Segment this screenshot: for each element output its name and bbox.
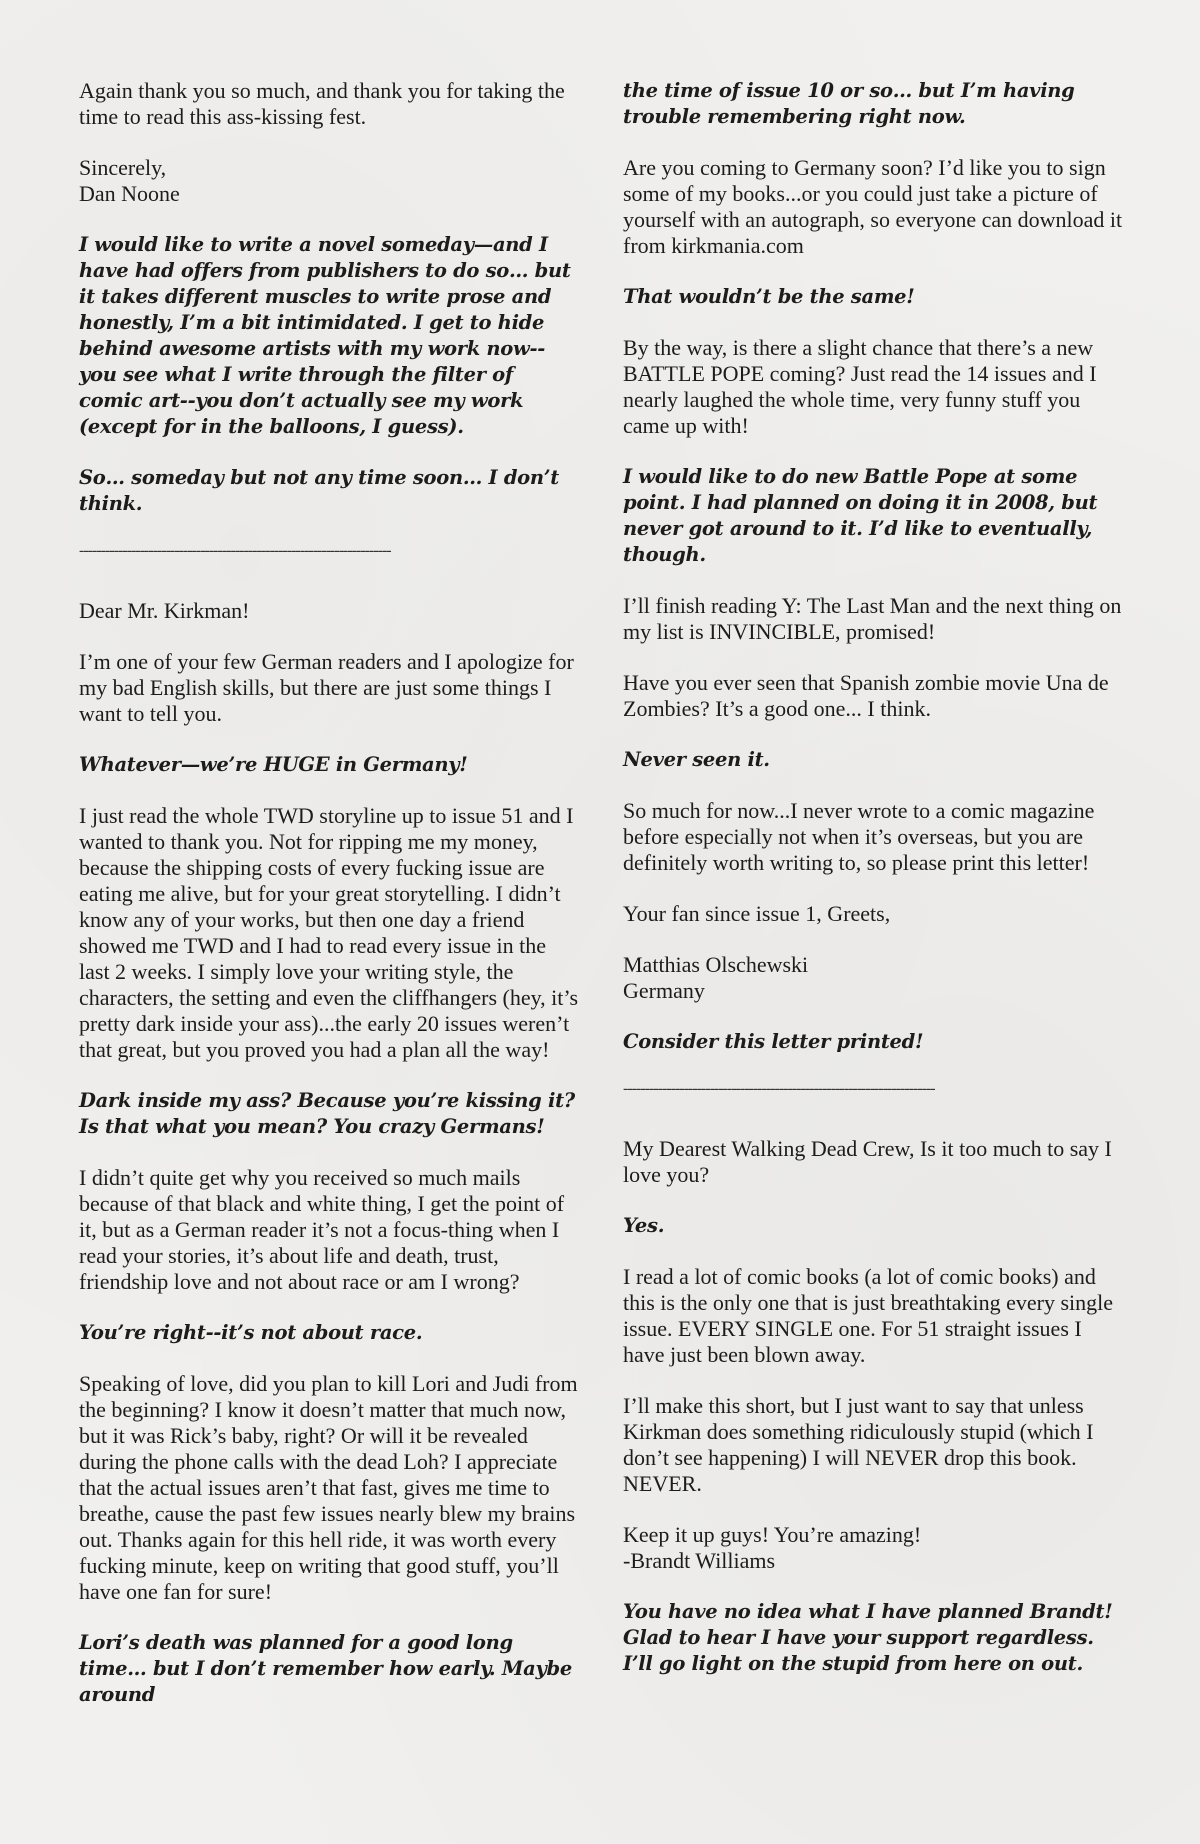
letter-salutation: Dear Mr. Kirkman!	[79, 598, 250, 623]
letter-divider: ------------------------------------------------------------------------	[623, 1080, 935, 1097]
letter-text: I’ll make this short, but I just want to say that unless Kirkman does something ridiculously stupid (which I don’t see happening) I will NEVER drop this book. NEVER.	[623, 1393, 1094, 1496]
letter-divider: ------------------------------------------------------------------------	[79, 542, 391, 559]
letter-text: I just read the whole TWD storyline up to issue 51 and I wanted to thank you. Not for ripping me my money, because the shipping costs of every fucking issue are eating me alive, but for your great storytelling. I didn’t know any of your works, but then one day a friend showed me TWD and I had to read every issue in the last 2 weeks. I simply love your writing style, the characters, the setting and even the cliffhangers (hey, it’s pretty dark inside your ass)...the early 20 issues weren’t that great, but you proved you had a plan all the way!	[79, 803, 579, 1062]
editor-reply: Yes.	[623, 1214, 665, 1237]
letter-text: Again thank you so much, and thank you for taking the time to read this ass-kissing fest.	[79, 78, 565, 129]
editor-reply: Lori’s death was planned for a good long time… but I don’t remember how early. Maybe around	[79, 1631, 572, 1706]
editor-reply: So… someday but not any time soon… I don’t think.	[79, 466, 559, 515]
letter-text: I read a lot of comic books (a lot of comic books) and this is the only one that is just breathtaking every single issue. EVERY SINGLE one. For 51 straight issues I have just been blown away.	[623, 1264, 1114, 1367]
editor-reply: Consider this letter printed!	[623, 1030, 924, 1053]
right-column	[623, 78, 1123, 1702]
letter-text: So much for now...I never wrote to a comic magazine before especially not when it’s overseas, but you are definitely worth writing to, so please print this letter!	[623, 798, 1095, 875]
editor-reply: I would like to write a novel someday—and I have had offers from publishers to do so… but it takes different muscles to write prose and honestly, I’m a bit intimidated. I get to hide behind awesome artists with my work now--you see what I write through the filter of comic art--you don’t actually see my work (except for in the balloons, I guess).	[79, 233, 571, 438]
editor-reply: Whatever—we’re HUGE in Germany!	[79, 753, 468, 776]
letter-text: Speaking of love, did you plan to kill Lori and Judi from the beginning? I know it doesn’t matter that much now, but it was Rick’s baby, right? Or will it be revealed during the phone calls with the dead Loh? I appreciate that the actual issues aren’t that fast, gives me time to breathe, cause the past few issues nearly blew my brains out. Thanks again for this hell ride, it was worth every fucking minute, keep on writing that good stuff, you’ll have one fan for sure!	[79, 1371, 578, 1604]
editor-reply: Never seen it.	[623, 748, 770, 771]
editor-reply: That wouldn’t be the same!	[623, 285, 915, 308]
letter-text: Your fan since issue 1, Greets,	[623, 901, 891, 926]
letter-text: Have you ever seen that Spanish zombie movie Una de Zombies? It’s a good one... I think.	[623, 670, 1109, 721]
letter-text: By the way, is there a slight chance that there’s a new BATTLE POPE coming? Just read the 14 issues and I nearly laughed the whole time, very funny stuff you came up with!	[623, 335, 1097, 438]
letter-text: I’m one of your few German readers and I apologize for my bad English skills, but there are just some things I want to tell you.	[79, 649, 574, 726]
signature: Sincerely, Dan Noone	[79, 155, 180, 206]
letter-text: I didn’t quite get why you received so much mails because of that black and white thing, I get the point of it, but as a German reader it’s not a focus-thing when I read your stories, it’s about life and death, trust, friendship love and not about race or am I wrong?	[79, 1165, 565, 1294]
letter-text: I’ll finish reading Y: The Last Man and the next thing on my list is INVINCIBLE, promised!	[623, 593, 1122, 644]
signature: Keep it up guys! You’re amazing! -Brandt Williams	[623, 1522, 922, 1573]
letter-text: Are you coming to Germany soon? I’d like you to sign some of my books...or you could just take a picture of yourself with an autograph, so everyone can download it from kirkmania.com	[623, 155, 1123, 258]
editor-reply: You have no idea what I have planned Brandt! Glad to hear I have your support regardless. I’ll go light on the stupid from here on out.	[623, 1600, 1113, 1675]
editor-reply: I would like to do new Battle Pope at some point. I had planned on doing it in 2008, but never got around to it. I’d like to eventually, though.	[623, 465, 1098, 566]
editor-reply: Dark inside my ass? Because you’re kissing it? Is that what you mean? You crazy Germans!	[79, 1089, 575, 1138]
editor-reply: the time of issue 10 or so… but I’m having trouble remembering right now.	[623, 79, 1075, 128]
letter-salutation: My Dearest Walking Dead Crew, Is it too much to say I love you?	[623, 1136, 1112, 1187]
left-column	[79, 78, 579, 1733]
signature: Matthias Olschewski Germany	[623, 952, 809, 1003]
editor-reply: You’re right--it’s not about race.	[79, 1321, 423, 1344]
